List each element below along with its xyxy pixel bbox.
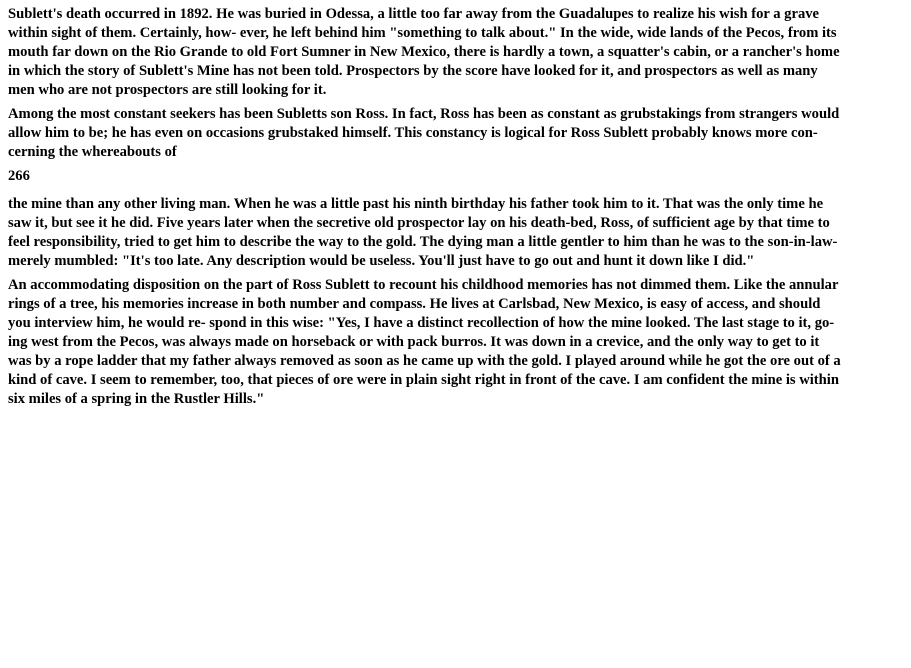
text-line: mouth far down on the Rio Grande to old Fort Sumner in New Mexico, there is hardly a town, a squatter's cabin, or a rancher's home [8, 44, 840, 60]
text-line: you interview him, he would re- spond in this wise: "Yes, I have a distinct recollection of how the mine looked. The last stage to it, go- [8, 315, 835, 331]
paragraph-1 [8, 5, 902, 100]
text-line: An accommodating disposition on the part of Ross Sublett to recount his childhood memories has not dimmed them. Like the annular [8, 277, 839, 293]
document-page [8, 5, 902, 414]
paragraph-4 [8, 276, 902, 409]
text-line: Among the most constant seekers has been Subletts son Ross. In fact, Ross has been as constant as grubstakings from strangers would [8, 106, 840, 122]
text-line: rings of a tree, his memories increase in both number and compass. He lives at Carlsbad, New Mexico, is easy of access, and should [8, 296, 821, 312]
text-line: was by a rope ladder that my father always removed as soon as he came up with the gold. I played around while he got the ore out of a [8, 353, 841, 369]
page-number: 266 [8, 168, 30, 184]
text-line: merely mumbled: "It's too late. Any description would be useless. You'll just have to go out and hunt it down like I did." [8, 253, 755, 269]
text-line: feel responsibility, tried to get him to describe the way to the gold. The dying man a little gentler to him than he was to the son-in-law- [8, 234, 838, 250]
text-line: in which the story of Sublett's Mine has not been told. Prospectors by the score have looked for it, and prospectors as well as many [8, 63, 818, 79]
text-line: saw it, but see it he did. Five years later when the secretive old prospector lay on his death-bed, Ross, of sufficient age by that time to [8, 215, 830, 231]
text-line: kind of cave. I seem to remember, too, that pieces of ore were in plain sight right in front of the cave. I am confident the mine is within [8, 372, 839, 388]
text-line: cerning the whereabouts of [8, 144, 177, 160]
text-line: the mine than any other living man. When he was a little past his ninth birthday his father took him to it. That was the only time he [8, 196, 824, 212]
text-line: ing west from the Pecos, was always made on horseback or with pack burros. It was down in a crevice, and the only way to get to it [8, 334, 820, 350]
text-line: Sublett's death occurred in 1892. He was buried in Odessa, a little too far away from the Guadalupes to realize his wish for a grave [8, 6, 820, 22]
paragraph-2 [8, 105, 902, 162]
paragraph-3 [8, 195, 902, 271]
text-line: men who are not prospectors are still looking for it. [8, 82, 327, 98]
text-line: within sight of them. Certainly, how- ever, he left behind him "something to talk about." In the wide, wide lands of the Pecos, from its [8, 25, 837, 41]
text-line: six miles of a spring in the Rustler Hills." [8, 391, 265, 407]
text-line: allow him to be; he has even on occasions grubstaked himself. This constancy is logical for Ross Sublett probably knows more con- [8, 125, 818, 141]
